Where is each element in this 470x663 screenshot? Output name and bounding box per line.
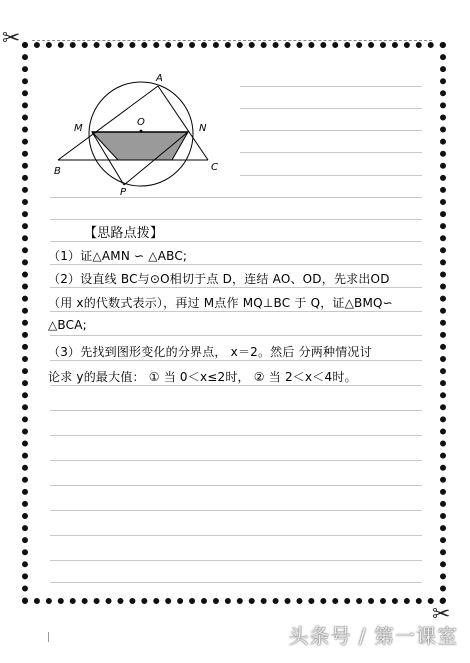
hint-line-5: （3）先找到图形变化的分界点， x＝2。然后 分两种情况讨 — [48, 345, 372, 359]
label-c: C — [211, 162, 218, 173]
hint-line-6: 论求 y的最大值： ① 当 0＜x≤2时， ② 当 2＜x＜4时。 — [48, 370, 357, 384]
geometry-figure — [40, 68, 240, 196]
hint-heading: 【思路点拨】 — [84, 226, 164, 241]
hint-line-3: （用 x的代数式表示），再过 M点作 MQ⊥BC 于 Q，证△BMQ∽ — [48, 296, 393, 310]
page-mark — [48, 632, 49, 642]
hint-line-2: （2）设直线 BC与⊙O相切于点 D，连结 AO、OD，先求出OD — [48, 272, 390, 286]
center-point — [140, 130, 143, 133]
watermark: 头条号 / 第一课室 — [288, 624, 458, 648]
label-o: O — [137, 117, 145, 128]
hint-line-1: （1）证△AMN ∽ △ABC; — [48, 249, 188, 263]
scissors-icon: ✂ — [432, 602, 451, 627]
cut-line — [32, 40, 432, 41]
label-n: N — [199, 123, 207, 134]
scissors-icon: ✂ — [2, 26, 21, 51]
label-m: M — [74, 123, 83, 134]
label-b: B — [54, 166, 61, 177]
label-a: A — [156, 73, 163, 84]
hint-line-4: △BCA; — [48, 318, 87, 332]
label-p: P — [120, 187, 127, 196]
